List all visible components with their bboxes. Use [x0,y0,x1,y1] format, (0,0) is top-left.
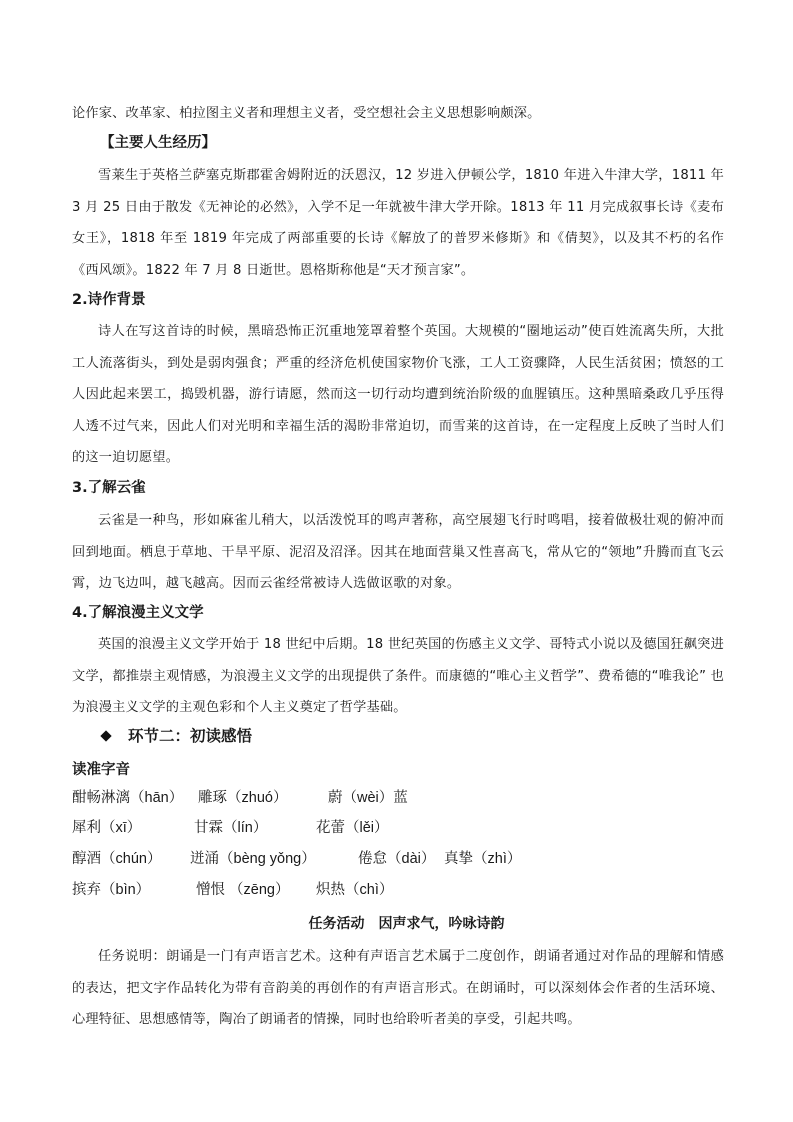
task-heading: 任务活动 因声求气，吟咏诗韵 [308,916,505,932]
diamond-bullet-icon [100,730,111,741]
intro-line: 论作家、改革家、柏拉图主义者和理想主义者，受空想社会主义思想影响颇深。 [72,106,541,121]
pronunciation-item: 酣畅淋漓（hān） [72,790,184,806]
section-two-heading [100,725,252,747]
pronunciation-heading: 读准字音 [72,762,130,778]
pronunciation-item: 倦怠（dài） [358,851,436,867]
pronunciation-item: 蔚（wèi）蓝 [328,790,408,806]
pronunciation-item: 雕琢（zhuó） [198,790,288,806]
romanticism-paragraph: 英国的浪漫主义文学开始于 18 世纪中后期。18 世纪英国的伤感主义文学、哥特式小说以及德国狂飙突进文学，都推崇主观情感，为浪漫主义文学的出现提供了条件。而康德的“唯心主义哲学”、费希德的“唯我论” 也为浪漫主义文学的主观色彩和个人主义奠定了哲学基础。 [72,637,724,715]
pronunciation-item: 花蕾（lěi） [316,820,389,836]
skylark-heading: 3.了解云雀 [72,480,146,496]
background-heading: 2.诗作背景 [72,292,146,308]
pronunciation-item: 真挚（zhì） [444,851,522,867]
background-paragraph: 诗人在写这首诗的时候，黑暗恐怖正沉重地笼罩着整个英国。大规模的“圈地运动”使百姓流离失所，大批工人流落街头，到处是弱肉强食；严重的经济危机使国家物价飞涨，工人工资骤降，人民生活贫困；愤怒的工人因此起来罢工，捣毁机器，游行请愿，然而这一切行动均遭到统治阶级的血腥镇压。这种黑暗桑政几乎压得人透不过气来，因此人们对光明和幸福生活的渴盼非常迫切，而雪莱的这首诗，在一定程度上反映了当时人们的这一迫切愿望。 [72,324,724,465]
romanticism-heading: 4.了解浪漫主义文学 [72,605,204,621]
pronunciation-item: 憎恨 （zēng） [196,882,290,898]
pronunciation-item: 摈弃（bìn） [72,882,151,898]
pronunciation-item: 犀利（xī） [72,820,142,836]
pronunciation-item: 醇酒（chún） [72,851,162,867]
section-two-title: 环节二：初读感悟 [128,727,253,745]
pronunciation-item: 迸涌（bèng yǒng） [190,851,316,867]
skylark-paragraph: 云雀是一种鸟，形如麻雀儿稍大，以活泼悦耳的鸣声著称，高空展翅飞行时鸣唱，接着做极壮观的俯冲而回到地面。栖息于草地、干旱平原、泥沼及沼泽。因其在地面营巢又性喜高飞，常从它的“领地”升腾而直飞云霄，边飞边叫，越飞越高。因而云雀经常被诗人选做讴歌的对象。 [72,513,724,591]
pronunciation-item: 甘霖（lín） [194,820,268,836]
task-paragraph: 任务说明：朗诵是一门有声语言艺术。这种有声语言艺术属于二度创作，朗诵者通过对作品的理解和情感的表达，把文字作品转化为带有音韵美的再创作的有声语言形式。在朗诵时，可以深刻体会作者的生活环境、心理特征、思想感情等，陶冶了朗诵者的情操，同时也给聆听者美的享受，引起共鸣。 [72,949,724,1027]
life-heading: 【主要人生经历】 [100,135,216,151]
pronunciation-item: 炽热（chì） [316,882,394,898]
life-paragraph: 雪莱生于英格兰萨塞克斯郡霍舍姆附近的沃恩汉，12 岁进入伊顿公学，1810 年进入牛津大学，1811 年 3 月 25 日由于散发《无神论的必然》，入学不足一年就被牛津大学开除。1813 年 11 月完成叙事长诗《麦布女王》，1818 年至 1819 年完成了两部重要的长诗《解放了的普罗米修斯》和《倩契》，以及其不朽的名作《西风颂》。1822 年 7 月 8 日逝世。恩格斯称他是“天才预言家”。 [72,168,724,278]
